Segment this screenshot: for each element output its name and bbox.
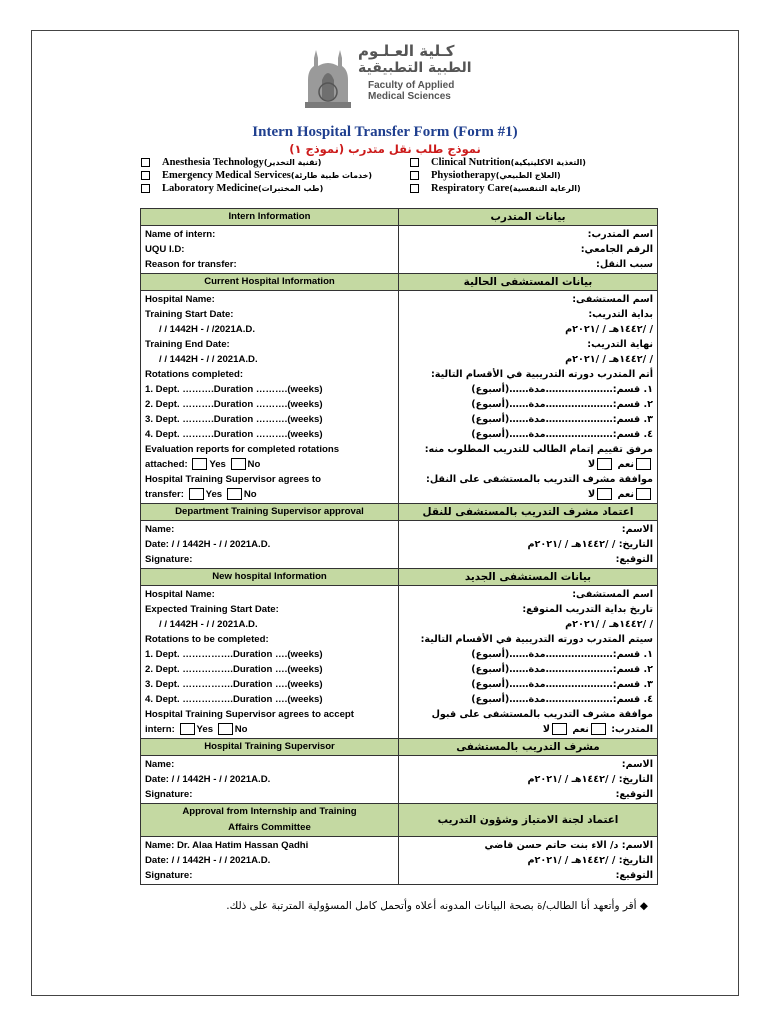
committee-header-en-line2: Affairs Committee: [228, 822, 311, 833]
committee-signature-label: Signature:: [145, 870, 193, 881]
current-header-row: [141, 274, 658, 291]
specialty-label: Anesthesia Technology: [162, 157, 264, 168]
specialty-label-ar: (خدمات طبية طارئة): [290, 171, 373, 180]
intern-header-row: [141, 209, 658, 226]
form-title-arabic: نموذج طلب نقل متدرب (نموذج ١): [289, 142, 481, 156]
intern-header-en: Intern Information: [141, 209, 399, 226]
newhosp-rotation-4-ar: ٤. قسم:…………………مدة……(أسبوع): [471, 694, 653, 705]
newhosp-fields-ar[interactable]: [399, 586, 658, 739]
current-rotation-3: 3. Dept. ……….Duration ……….(weeks): [145, 414, 323, 425]
current-rotation-2-ar: ٢. قسم:…………………مدة……(أسبوع): [471, 399, 653, 410]
current-end-value: / / 1442H - / / 2021A.D.: [159, 354, 258, 365]
eval-reports-choice: [145, 457, 394, 472]
intern-reason-label: Reason for transfer:: [145, 259, 237, 270]
committee-body-row: [141, 837, 658, 885]
newhosp-name-label: Hospital Name:: [145, 589, 215, 600]
intern-body-row: [141, 226, 658, 274]
eval-no-checkbox[interactable]: [231, 458, 246, 470]
newhosp-name-label-ar: اسم المستشفى:: [572, 589, 653, 600]
newhosp-rotation-2: 2. Dept. …………….Duration ….(weeks): [145, 664, 323, 675]
current-body-row: [141, 291, 658, 504]
committee-fields-ar[interactable]: [399, 837, 658, 885]
yes-label: Yes: [196, 724, 214, 735]
transfer-yes-checkbox-ar[interactable]: [636, 488, 651, 500]
intern-name-label-ar: اسم المتدرب:: [587, 229, 653, 240]
committee-date-label-ar: التاريخ: / /١٤٤٢هـ / /٢٠٢١م: [527, 855, 653, 866]
specialty-label: Emergency Medical Services: [162, 170, 291, 181]
committee-name-label-ar: الاسم: د/ الاء بنت حاتم حسن قاضي: [484, 840, 653, 851]
intern-fields-ar[interactable]: [399, 226, 658, 274]
logo-arabic-line2: الطبية التطبيقية: [358, 60, 472, 76]
newhosp-body-row: [141, 586, 658, 739]
current-rotations-label-ar: أتم المتدرب دورته التدريبية في الأقسام التالية:: [430, 369, 653, 380]
current-start-label: Training Start Date:: [145, 309, 234, 320]
accept-agree-choice: [145, 722, 394, 737]
form-title-english: Intern Hospital Transfer Form (Form #1): [252, 124, 518, 140]
current-start-label-ar: بداية التدريب:: [588, 309, 653, 320]
current-fields-ar[interactable]: [399, 291, 658, 504]
specialty-label-ar: (العلاج الطبيعي): [495, 171, 561, 180]
newhosp-fields-en[interactable]: [141, 586, 399, 739]
current-hospital-name: Hospital Name:: [145, 294, 215, 305]
hts-signature-label-ar: التوقيع:: [615, 789, 653, 800]
current-rotations-label: Rotations completed:: [145, 369, 244, 380]
no-label-ar: لا: [542, 724, 550, 735]
current-rotation-3-ar: ٣. قسم:…………………مدة……(أسبوع): [471, 414, 653, 425]
accept-agree-choice-ar: [403, 722, 653, 737]
current-header-ar: بيانات المستشفى الحالية: [399, 274, 658, 291]
no-label-ar: لا: [587, 459, 596, 470]
newhosp-rotations-label-ar: سيتم المتدرب دورته التدريبية في الأقسام التالية:: [420, 634, 653, 645]
no-label: No: [247, 459, 261, 470]
newhosp-rotations-label: Rotations to be completed:: [145, 634, 269, 645]
intern-name-label: Name of intern:: [145, 229, 216, 240]
intern-label-ar: المتدرب:: [611, 724, 653, 735]
newhosp-start-value: / / 1442H - / / 2021A.D.: [159, 619, 258, 630]
newhosp-start-label: Expected Training Start Date:: [145, 604, 279, 615]
intern-fields-en[interactable]: [141, 226, 399, 274]
dept-name-label: Name:: [145, 524, 175, 535]
intern-label: intern:: [145, 724, 175, 735]
current-hospital-name-ar: اسم المستشفى:: [572, 294, 653, 305]
newhosp-rotation-4: 4. Dept. …………….Duration ….(weeks): [145, 694, 323, 705]
checkbox-physiotherapy[interactable]: [410, 171, 419, 180]
dept-date-label-ar: التاريخ: / /١٤٤٢هـ / /٢٠٢١م: [527, 539, 653, 550]
dept-signature-label-ar: التوقيع:: [615, 554, 653, 565]
accept-no-checkbox-ar[interactable]: [552, 723, 567, 735]
intern-id-label: UQU I.D:: [145, 244, 185, 255]
transfer-label: transfer:: [145, 489, 184, 500]
intern-id-label-ar: الرقم الجامعي:: [580, 244, 653, 255]
no-label: No: [243, 489, 257, 500]
hts-body-row: [141, 756, 658, 804]
logo-english-line1: Faculty of Applied: [368, 80, 455, 91]
specialty-ems[interactable]: [141, 170, 372, 181]
newhosp-rotation-3-ar: ٣. قسم:…………………مدة……(أسبوع): [471, 679, 653, 690]
checkbox-laboratory[interactable]: [141, 184, 150, 193]
no-label-ar: لا: [587, 489, 596, 500]
hts-header-en: Hospital Training Supervisor: [141, 739, 399, 756]
specialty-respiratory[interactable]: [410, 183, 581, 194]
dept-body-row: [141, 521, 658, 569]
current-fields-en[interactable]: [141, 291, 399, 504]
yes-label-ar: نعم: [617, 459, 634, 470]
logo-arabic-line1: كـلية العـلـوم: [358, 42, 455, 60]
current-rotation-4-ar: ٤. قسم:…………………مدة……(أسبوع): [471, 429, 653, 440]
yes-label: Yes: [205, 489, 223, 500]
logo-english-text: [368, 80, 454, 102]
university-emblem-icon: [302, 40, 354, 110]
committee-fields-en[interactable]: [141, 837, 399, 885]
specialty-nutrition[interactable]: [410, 157, 586, 168]
hts-fields-en[interactable]: [141, 756, 399, 804]
newhosp-start-value-ar: / /١٤٤٢هـ / /٢٠٢١م: [565, 619, 653, 630]
transfer-agree-choice: [145, 487, 394, 502]
yes-label: Yes: [209, 459, 226, 470]
dept-date-label: Date: / / 1442H - / / 2021A.D.: [145, 539, 271, 550]
hts-header-ar: مشرف التدريب بالمستشفى: [399, 739, 658, 756]
accept-no-checkbox[interactable]: [218, 723, 233, 735]
hts-date-label: Date: / / 1442H - / / 2021A.D.: [145, 774, 271, 785]
specialty-label-ar: (طب المختبرات): [257, 184, 324, 193]
specialty-label-ar: (تقنية التخدير): [263, 158, 322, 167]
transfer-agree-choice-ar: [403, 487, 653, 502]
eval-reports-choice-ar: [403, 457, 653, 472]
eval-attached-label: attached:: [145, 459, 188, 470]
committee-header-en: [141, 804, 399, 837]
current-rotation-2: 2. Dept. ……….Duration ……….(weeks): [145, 399, 323, 410]
current-end-label: Training End Date:: [145, 339, 230, 350]
no-label: No: [234, 724, 248, 735]
hts-name-label: Name:: [145, 759, 175, 770]
committee-name-label: Name: Dr. Alaa Hatim Hassan Qadhi: [145, 840, 309, 851]
newhosp-rotation-1-ar: ١. قسم:…………………مدة……(أسبوع): [471, 649, 653, 660]
current-rotation-1-ar: ١. قسم:…………………مدة……(أسبوع): [471, 384, 653, 395]
dept-header-en: Department Training Supervisor approval: [141, 504, 399, 521]
newhosp-start-label-ar: تاريخ بداية التدريب المتوقع:: [522, 604, 653, 615]
transfer-agree-label: Hospital Training Supervisor agrees to: [145, 474, 321, 485]
committee-header-ar: اعتماد لجنة الامتياز وشؤون التدريب: [399, 804, 658, 837]
current-end-label-ar: نهاية التدريب:: [587, 339, 653, 350]
accept-yes-checkbox-ar[interactable]: [591, 723, 606, 735]
specialty-anesthesia[interactable]: [141, 157, 321, 168]
eval-no-checkbox-ar[interactable]: [597, 458, 612, 470]
declaration-statement: ◆ أقر وأتعهد أنا الطالب/ة بصحة البيانات المدونه أعلاه وأتحمل كامل المسؤولية المترتبة على ذلك.: [226, 900, 648, 912]
accept-agree-label: Hospital Training Supervisor agrees to accept: [145, 709, 354, 720]
newhosp-header-en: New hospital Information: [141, 569, 399, 586]
specialty-label: Clinical Nutrition: [431, 157, 511, 168]
newhosp-header-row: [141, 569, 658, 586]
checkbox-nutrition[interactable]: [410, 158, 419, 167]
current-start-value: / / 1442H - / /2021A.D.: [159, 324, 255, 335]
committee-date-label: Date: / / 1442H - / / 2021A.D.: [145, 855, 271, 866]
dept-header-row: [141, 504, 658, 521]
hts-header-row: [141, 739, 658, 756]
accept-agree-label-ar: موافقة مشرف التدريب بالمستشفى على قبول: [431, 709, 653, 720]
faculty-logo: [302, 40, 472, 112]
transfer-agree-label-ar: موافقة مشرف التدريب بالمستشفى على النقل:: [426, 474, 653, 485]
dept-fields-en[interactable]: [141, 521, 399, 569]
newhosp-rotation-3: 3. Dept. …………….Duration ….(weeks): [145, 679, 323, 690]
newhosp-rotation-2-ar: ٢. قسم:…………………مدة……(أسبوع): [471, 664, 653, 675]
yes-label-ar: نعم: [617, 489, 634, 500]
checkbox-anesthesia[interactable]: [141, 158, 150, 167]
specialty-label: Laboratory Medicine: [162, 183, 258, 194]
specialty-label-ar: (الرعاية التنفسية): [509, 184, 581, 193]
specialty-label-ar: (التغذية الاكلينيكية): [510, 158, 586, 167]
transfer-no-checkbox[interactable]: [227, 488, 242, 500]
hts-date-label-ar: التاريخ: / /١٤٤٢هـ / /٢٠٢١م: [527, 774, 653, 785]
hts-fields-ar[interactable]: [399, 756, 658, 804]
transfer-yes-checkbox[interactable]: [189, 488, 204, 500]
current-rotation-4: 4. Dept. ……….Duration ……….(weeks): [145, 429, 323, 440]
yes-label-ar: نعم: [572, 724, 589, 735]
newhosp-rotation-1: 1. Dept. …………….Duration ….(weeks): [145, 649, 323, 660]
eval-reports-label: Evaluation reports for completed rotations: [145, 444, 340, 455]
newhosp-header-ar: بيانات المستشفى الجديد: [399, 569, 658, 586]
specialty-physiotherapy[interactable]: [410, 170, 561, 181]
committee-signature-label-ar: التوقيع:: [615, 870, 653, 881]
checkbox-ems[interactable]: [141, 171, 150, 180]
eval-yes-checkbox[interactable]: [192, 458, 207, 470]
current-rotation-1: 1. Dept. ……….Duration ……….(weeks): [145, 384, 323, 395]
transfer-form-table: [140, 208, 658, 885]
specialty-label: Respiratory Care: [431, 183, 510, 194]
current-start-value-ar: / /١٤٤٢هـ / /٢٠٢١م: [565, 324, 653, 335]
dept-fields-ar[interactable]: [399, 521, 658, 569]
dept-header-ar: اعتماد مشرف التدريب بالمستشفى للنقل: [399, 504, 658, 521]
accept-yes-checkbox[interactable]: [180, 723, 195, 735]
current-header-en: Current Hospital Information: [141, 274, 399, 291]
intern-header-ar: بيانات المتدرب: [399, 209, 658, 226]
hts-signature-label: Signature:: [145, 789, 193, 800]
checkbox-respiratory[interactable]: [410, 184, 419, 193]
eval-yes-checkbox-ar[interactable]: [636, 458, 651, 470]
committee-header-en-line1: Approval from Internship and Training: [182, 806, 357, 817]
eval-reports-label-ar: مرفق تقييم إتمام الطالب للتدريب المطلوب منه:: [424, 444, 653, 455]
specialty-label: Physiotherapy: [431, 170, 496, 181]
intern-reason-label-ar: سبب النقل:: [596, 259, 653, 270]
hts-name-label-ar: الاسم:: [621, 759, 653, 770]
committee-header-row: [141, 804, 658, 837]
current-end-value-ar: / /١٤٤٢هـ / /٢٠٢١م: [565, 354, 653, 365]
transfer-no-checkbox-ar[interactable]: [597, 488, 612, 500]
dept-name-label-ar: الاسم:: [621, 524, 653, 535]
logo-english-line2: Medical Sciences: [368, 91, 451, 102]
dept-signature-label: Signature:: [145, 554, 193, 565]
specialty-laboratory[interactable]: [141, 183, 323, 194]
